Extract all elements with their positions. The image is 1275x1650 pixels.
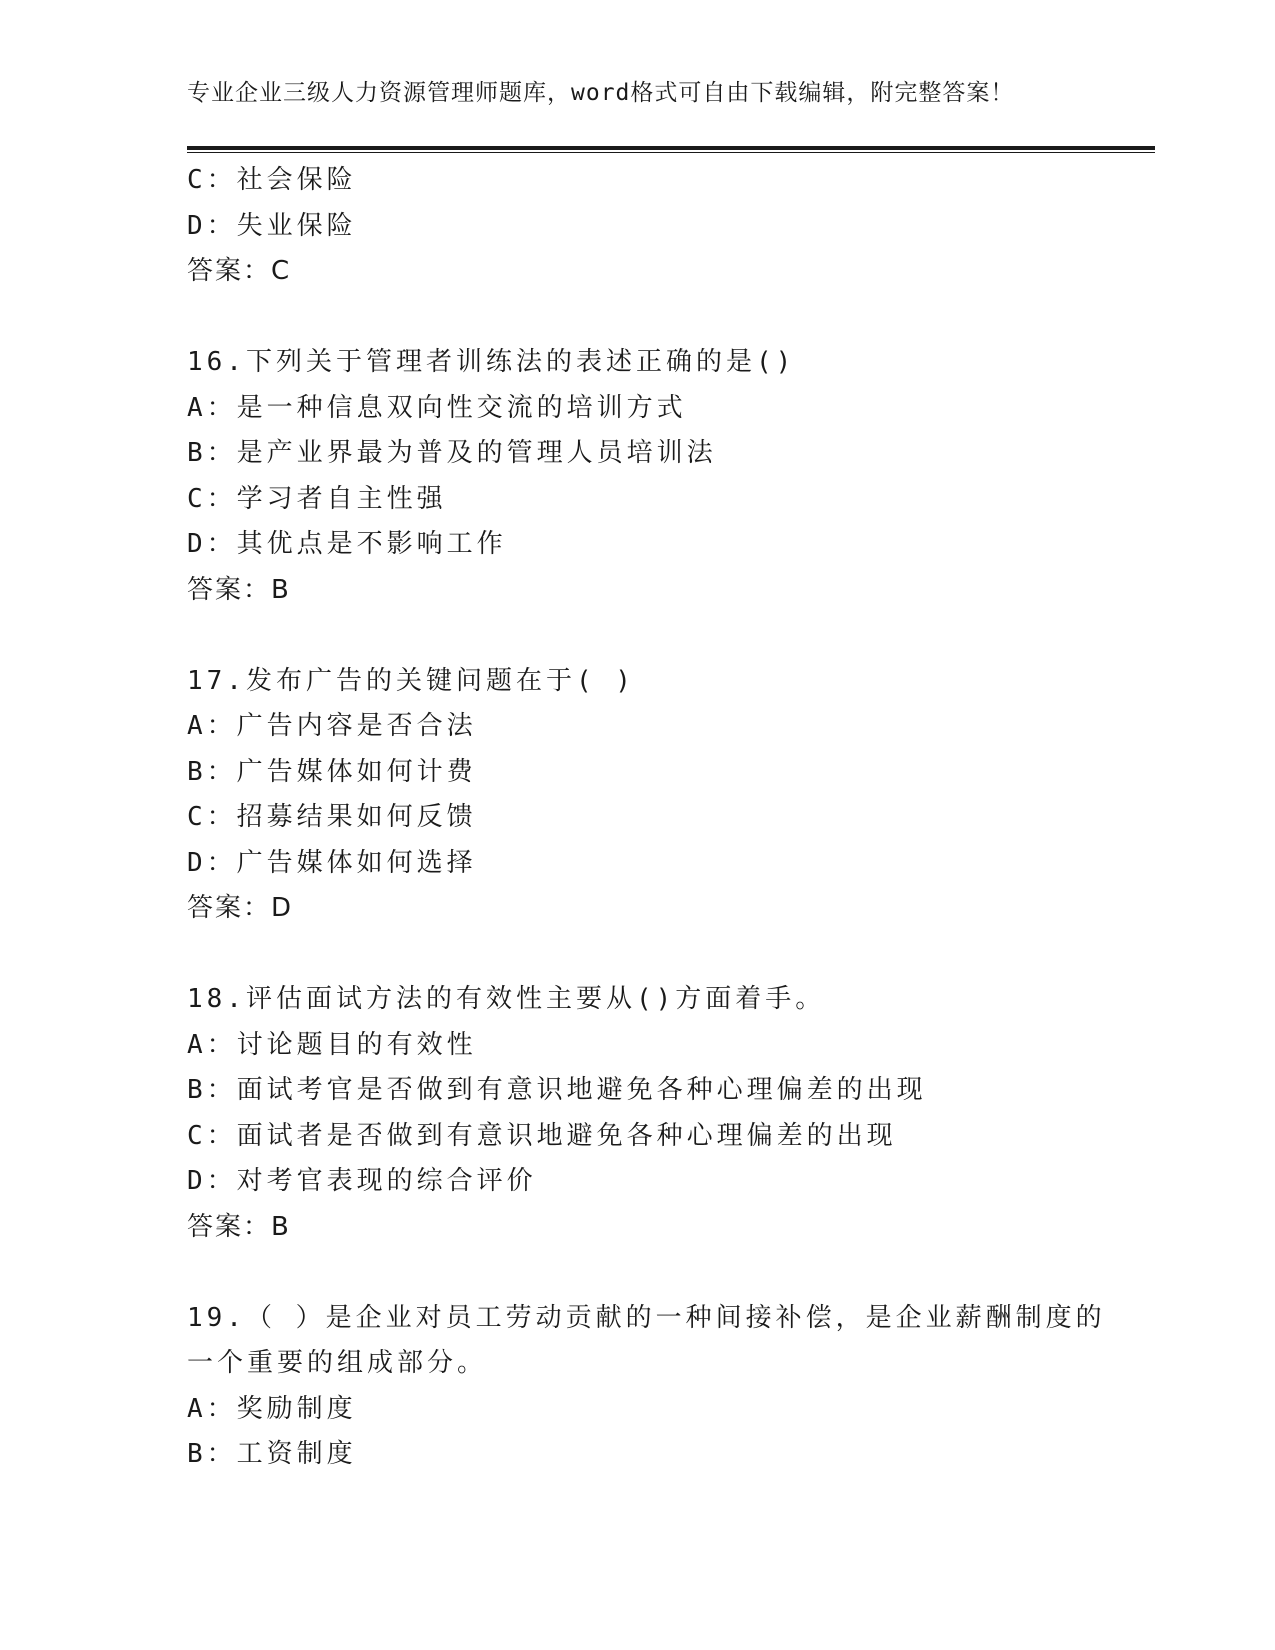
answer-line: 答案：B bbox=[187, 1211, 291, 1242]
spacer bbox=[187, 932, 1127, 978]
option-a: A：讨论题目的有效性 bbox=[187, 1029, 477, 1060]
question-list bbox=[187, 158, 1127, 1478]
question-stem-19-continued: 一个重要的组成部分。 bbox=[187, 1348, 488, 1378]
question-stem-17: 17.发布广告的关键问题在于( ) bbox=[187, 665, 635, 696]
option-b: B：广告媒体如何计费 bbox=[187, 756, 477, 787]
option-a: A：奖励制度 bbox=[187, 1393, 357, 1424]
header-rule-thick bbox=[187, 146, 1155, 150]
option-a: A：广告内容是否合法 bbox=[187, 711, 477, 741]
question-stem-16: 16.下列关于管理者训练法的表述正确的是() bbox=[187, 347, 796, 377]
option-d: D：失业保险 bbox=[187, 210, 357, 241]
page-header: 专业企业三级人力资源管理师题库，word格式可自由下载编辑，附完整答案！ bbox=[187, 80, 1015, 106]
option-d: D：其优点是不影响工作 bbox=[187, 529, 507, 559]
question-stem-19: 19.（ ）是企业对员工劳动贡献的一种间接补偿，是企业薪酬制度的 bbox=[187, 1302, 1106, 1333]
option-d: D：广告媒体如何选择 bbox=[187, 847, 477, 878]
answer-line: 答案：B bbox=[187, 574, 291, 605]
option-b: B：工资制度 bbox=[187, 1439, 357, 1469]
spacer bbox=[187, 1250, 1127, 1296]
option-a: A：是一种信息双向性交流的培训方式 bbox=[187, 392, 687, 423]
question-stem-18: 18.评估面试方法的有效性主要从()方面着手。 bbox=[187, 984, 826, 1014]
option-c: C：社会保险 bbox=[187, 165, 357, 195]
answer-line: 答案：C bbox=[187, 256, 292, 286]
option-d: D：对考官表现的综合评价 bbox=[187, 1166, 537, 1196]
option-b: B：是产业界最为普及的管理人员培训法 bbox=[187, 438, 717, 468]
option-b: B：面试考官是否做到有意识地避免各种心理偏差的出现 bbox=[187, 1075, 927, 1105]
spacer bbox=[187, 613, 1127, 659]
spacer bbox=[187, 295, 1127, 341]
option-c: C：招募结果如何反馈 bbox=[187, 802, 477, 832]
header-rule-thin bbox=[187, 152, 1155, 153]
option-c: C：学习者自主性强 bbox=[187, 483, 447, 514]
option-c: C：面试者是否做到有意识地避免各种心理偏差的出现 bbox=[187, 1120, 897, 1151]
answer-line: 答案：D bbox=[187, 893, 294, 923]
